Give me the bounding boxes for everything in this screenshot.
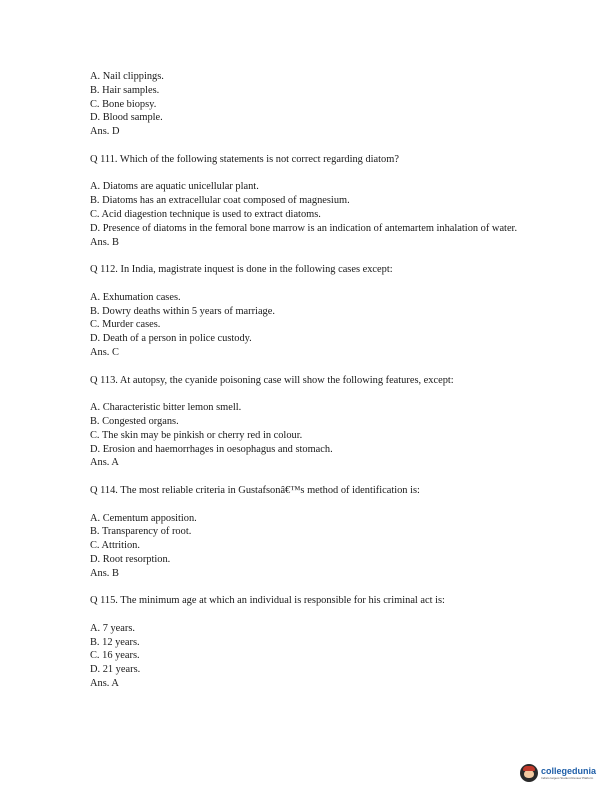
option: A. Characteristic bitter lemon smell. — [90, 402, 242, 414]
brand-name: collegedunia — [541, 765, 597, 776]
question-block-113 — [90, 374, 560, 471]
answer: Ans. A — [90, 457, 119, 469]
answer: Ans. A — [90, 678, 119, 690]
option: B. Congested organs. — [90, 415, 179, 427]
answer: Ans. B — [90, 236, 119, 248]
answer: Ans. B — [90, 567, 119, 579]
option: C. Acid diagestion technique is used to extract diatoms. — [90, 208, 321, 220]
question-text: Q 111. Which of the following statements is not correct regarding diatom? — [90, 153, 399, 165]
option: D. Root resorption. — [90, 553, 171, 565]
brand-tagline: India's largest Student Review Platform — [541, 775, 594, 780]
option: C. Attrition. — [90, 540, 140, 552]
answer: Ans. C — [90, 346, 119, 358]
option: C. The skin may be pinkish or cherry red in colour. — [90, 429, 303, 441]
option: A. 7 years. — [90, 622, 136, 634]
option: B. Diatoms has an extracellular coat composed of magnesium. — [90, 195, 350, 207]
option: B. 12 years. — [90, 636, 140, 648]
option: D. Presence of diatoms in the femoral bone marrow is an indication of antemartem inhalation of water. — [90, 222, 518, 234]
answer: Ans. D — [90, 126, 120, 138]
option: C. 16 years. — [90, 650, 140, 662]
option: A. Nail clippings. — [90, 71, 164, 82]
prev-question-block — [90, 70, 560, 139]
question-text: Q 112. In India, magistrate inquest is done in the following cases except: — [90, 264, 393, 276]
question-block-112 — [90, 263, 560, 360]
question-text: Q 113. At autopsy, the cyanide poisoning case will show the following features, except: — [90, 374, 454, 386]
option: D. Blood sample. — [90, 112, 163, 124]
option: B. Transparency of root. — [90, 526, 192, 538]
option: B. Dowry deaths within 5 years of marriage. — [90, 305, 275, 317]
question-block-111 — [90, 153, 560, 250]
option: A. Cementum apposition. — [90, 512, 197, 524]
option: B. Hair samples. — [90, 84, 160, 96]
collegedunia-logo — [520, 760, 612, 786]
option: D. 21 years. — [90, 664, 141, 676]
option: D. Erosion and haemorrhages in oesophagus and stomach. — [90, 443, 333, 455]
brand-text — [541, 767, 596, 780]
question-block-114 — [90, 484, 560, 581]
document-page — [90, 70, 560, 691]
question-block-115 — [90, 594, 560, 691]
option: D. Death of a person in police custody. — [90, 333, 252, 345]
question-text: Q 114. The most reliable criteria in Gustafsonâ€™s method of identification is: — [90, 484, 420, 496]
option: C. Murder cases. — [90, 319, 161, 331]
option: C. Bone biopsy. — [90, 98, 157, 110]
option: A. Exhumation cases. — [90, 291, 181, 303]
option: A. Diatoms are aquatic unicellular plant. — [90, 181, 259, 193]
mascot-icon — [520, 764, 538, 782]
question-text: Q 115. The minimum age at which an individual is responsible for his criminal act is: — [90, 595, 445, 607]
